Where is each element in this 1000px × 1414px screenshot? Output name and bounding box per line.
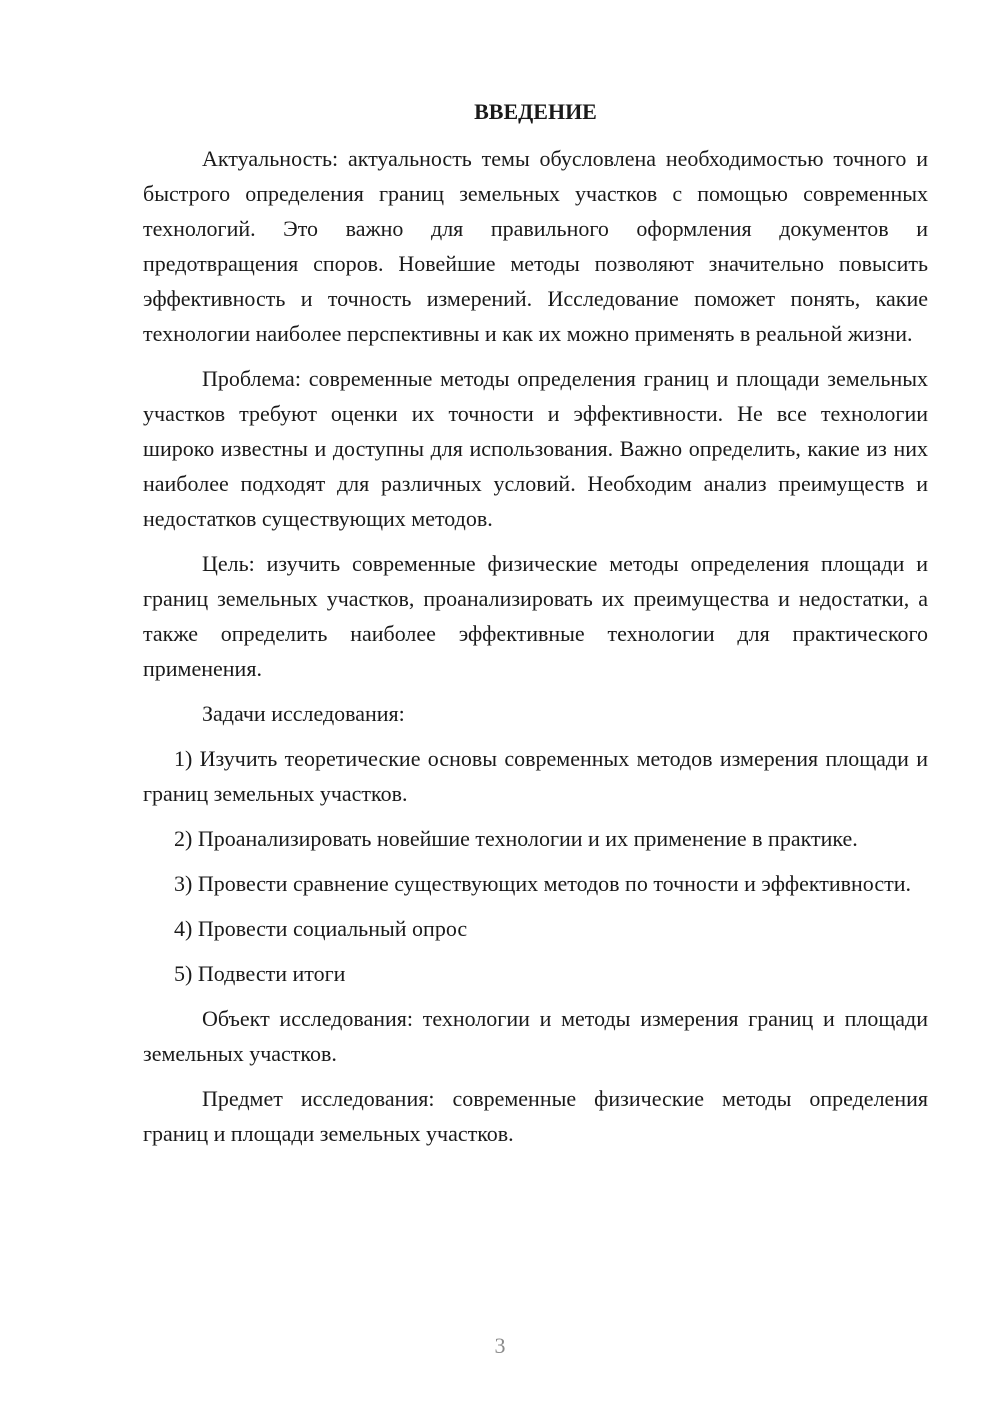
task-item: 2) Проанализировать новейшие технологии и их применение в практике. xyxy=(174,826,858,851)
page-title: ВВЕДЕНИЕ xyxy=(474,99,597,124)
tasks-heading: Задачи исследования: xyxy=(202,701,405,726)
paragraph-object: Объект исследования: технологии и методы измерения границ и площади земельных участков. xyxy=(143,1006,928,1066)
task-item: 3) Провести сравнение существующих методов по точности и эффективности. xyxy=(174,871,911,896)
paragraph-goal: Цель: изучить современные физические методы определения площади и границ земельных участков, проанализировать их преимущества и недостатки, а также определить наиболее эффективные технологии для практического применения. xyxy=(143,551,928,681)
page-content xyxy=(143,94,928,1161)
paragraph-problem: Проблема: современные методы определения границ и площади земельных участков требуют оценки их точности и эффективности. Не все технологии широко известны и доступны для использования. Важно определить, какие из них наиболее подходят для различных условий. Необходим анализ преимуществ и недостатков существующих методов. xyxy=(143,366,928,531)
paragraph-relevance: Актуальность: актуальность темы обусловлена необходимостью точного и быстрого определения границ земельных участков с помощью современных технологий. Это важно для правильного оформления документов и предотвращения споров. Новейшие методы позволяют значительно повысить эффективность и точность измерений. Исследование поможет понять, какие технологии наиболее перспективны и как их можно применять в реальной жизни. xyxy=(143,146,928,346)
paragraph-subject: Предмет исследования: современные физические методы определения границ и площади земельных участков. xyxy=(143,1086,928,1146)
task-item: 5) Подвести итоги xyxy=(174,961,346,986)
page-number: 3 xyxy=(494,1333,506,1358)
task-item: 4) Провести социальный опрос xyxy=(174,916,468,941)
task-item: 1) Изучить теоретические основы современных методов измерения площади и границ земельных участков. xyxy=(143,746,928,806)
